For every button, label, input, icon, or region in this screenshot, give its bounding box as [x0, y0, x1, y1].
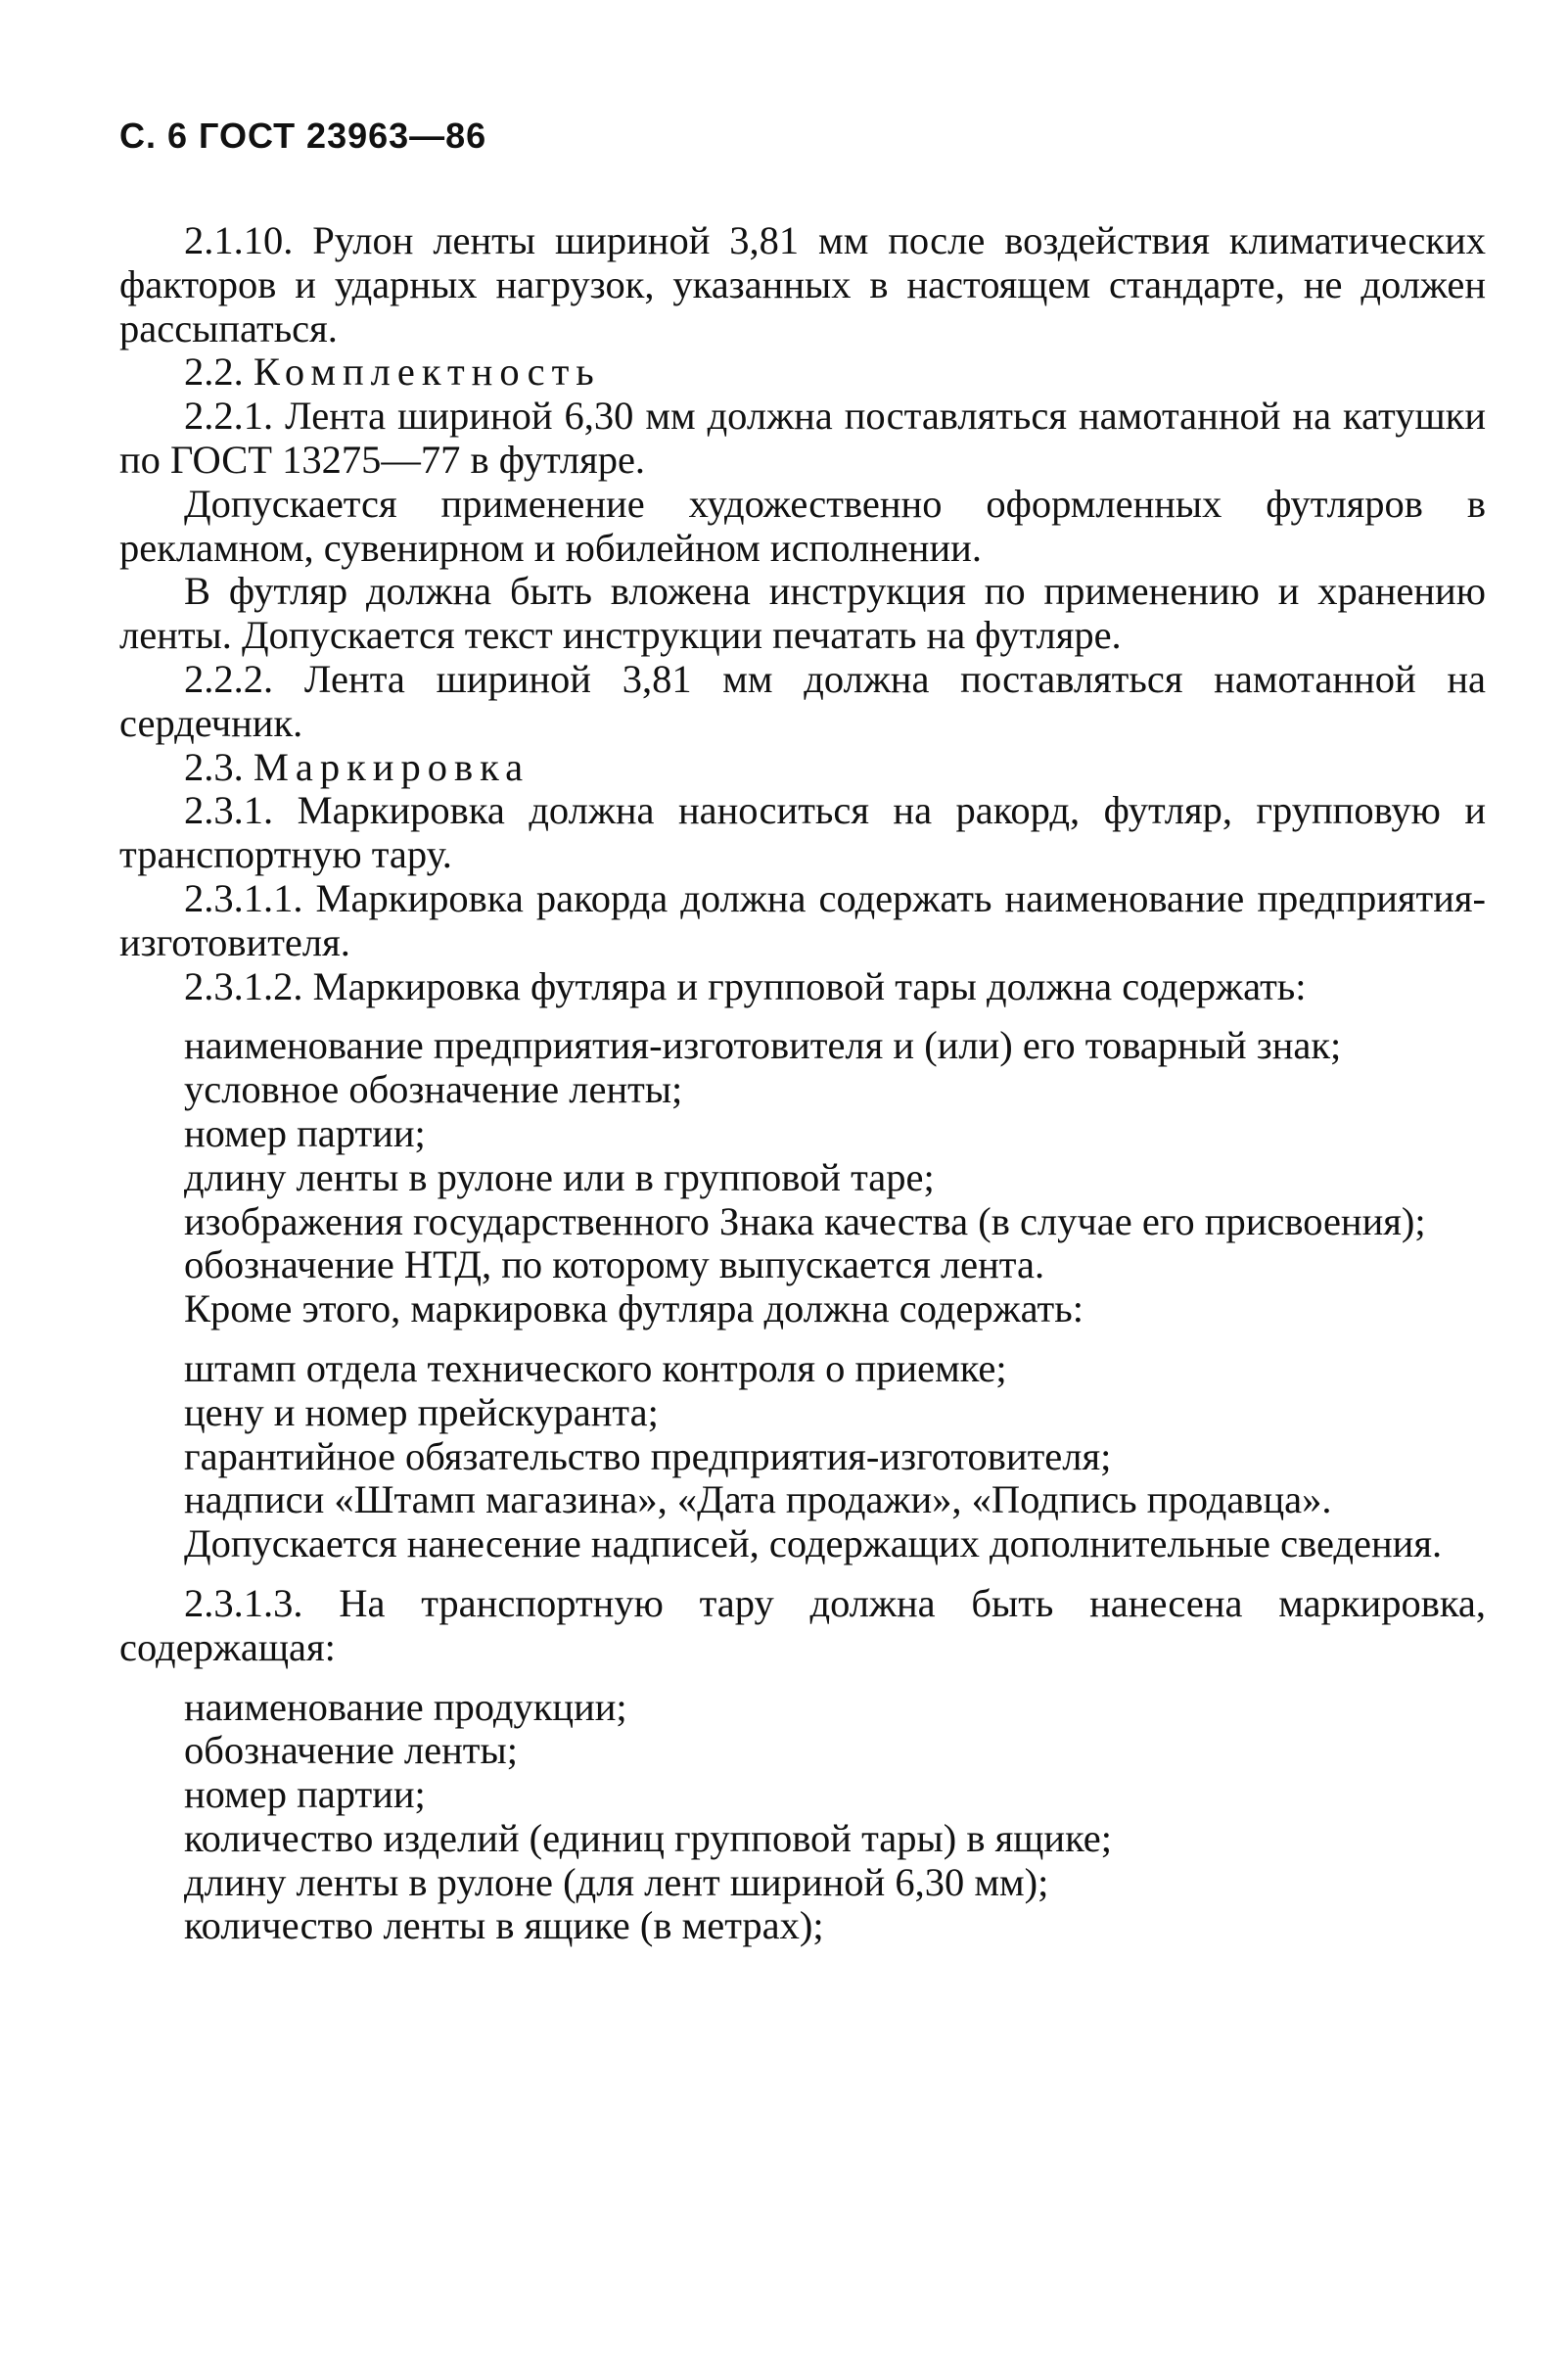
list-item: наименование предприятия-изготовителя и (или) его товарный знак; [184, 1023, 1342, 1068]
list-item: номер партии; [184, 1772, 426, 1817]
paragraph-2-2-2: 2.2.2. Лента шириной 3,81 мм должна поставляться намотанной на сердечник. [119, 656, 1486, 745]
list-item: номер партии; [184, 1110, 426, 1155]
paragraph-2-2-1: 2.2.1. Лента шириной 6,30 мм должна поставляться намотанной на катушки по ГОСТ 13275—77 в футляре. [119, 394, 1486, 482]
section-number: 2.3. [184, 744, 244, 789]
list-item: гарантийное обязательство предприятия-изготовителя; [184, 1433, 1112, 1478]
paragraph-2-3-1-1: 2.3.1.1. Маркировка ракорда должна содержать наименование предприятия-изготовителя. [119, 875, 1486, 964]
paragraph-2-3-1-2: 2.3.1.2. Маркировка футляра и групповой тары должна содержать: [184, 963, 1307, 1008]
list-item: количество ленты в ящике (в метрах); [184, 1903, 824, 1948]
list-item: наименование продукции; [184, 1684, 627, 1729]
list-item: длину ленты в рулоне (для лент шириной 6,30 мм); [184, 1859, 1049, 1904]
paragraph-2-1-10: 2.1.10. Рулон ленты шириной 3,81 мм после воздействия климатических факторов и ударных нагрузок, указанных в настоящем стандарте, не должен рассыпаться. [119, 218, 1486, 350]
document-body [119, 219, 1486, 1948]
list-item: условное обозначение ленты; [184, 1067, 683, 1112]
list-item: надписи «Штамп магазина», «Дата продажи», «Подпись продавца». [184, 1477, 1332, 1522]
section-heading-2-3 [119, 746, 1486, 790]
page-header: С. 6 ГОСТ 23963—86 [119, 116, 487, 156]
section-title: Комплектность [253, 350, 601, 395]
list-item: изображения государственного Знака качества (в случае его присвоения); [184, 1198, 1426, 1243]
list-item: количество изделий (единиц групповой тары) в ящике; [184, 1815, 1112, 1860]
list-item: цену и номер прейскуранта; [184, 1389, 659, 1434]
list-item: обозначение ленты; [184, 1728, 518, 1773]
section-heading-2-2 [119, 350, 1486, 395]
list-item: обозначение НТД, по которому выпускается лента. [184, 1242, 1045, 1287]
list-item: штамп отдела технического контроля о приемке; [184, 1345, 1007, 1390]
list-item: длину ленты в рулоне или в групповой таре; [184, 1154, 935, 1199]
section-title: Маркировка [253, 744, 530, 789]
paragraph: Кроме этого, маркировка футляра должна содержать: [184, 1286, 1084, 1331]
section-number: 2.2. [184, 350, 244, 395]
paragraph: Допускается применение художественно оформленных футляров в рекламном, сувенирном и юбилейном исполнении. [119, 481, 1486, 570]
paragraph-2-3-1: 2.3.1. Маркировка должна наноситься на ракорд, футляр, групповую и транспортную тару. [119, 788, 1486, 877]
paragraph-2-3-1-3: 2.3.1.3. На транспортную тару должна быть нанесена маркировка, содержащая: [119, 1580, 1486, 1669]
paragraph: Допускается нанесение надписей, содержащих дополнительные сведения. [184, 1521, 1443, 1566]
paragraph: В футляр должна быть вложена инструкция по применению и хранению ленты. Допускается текст инструкции печатать на футляре. [119, 569, 1486, 658]
